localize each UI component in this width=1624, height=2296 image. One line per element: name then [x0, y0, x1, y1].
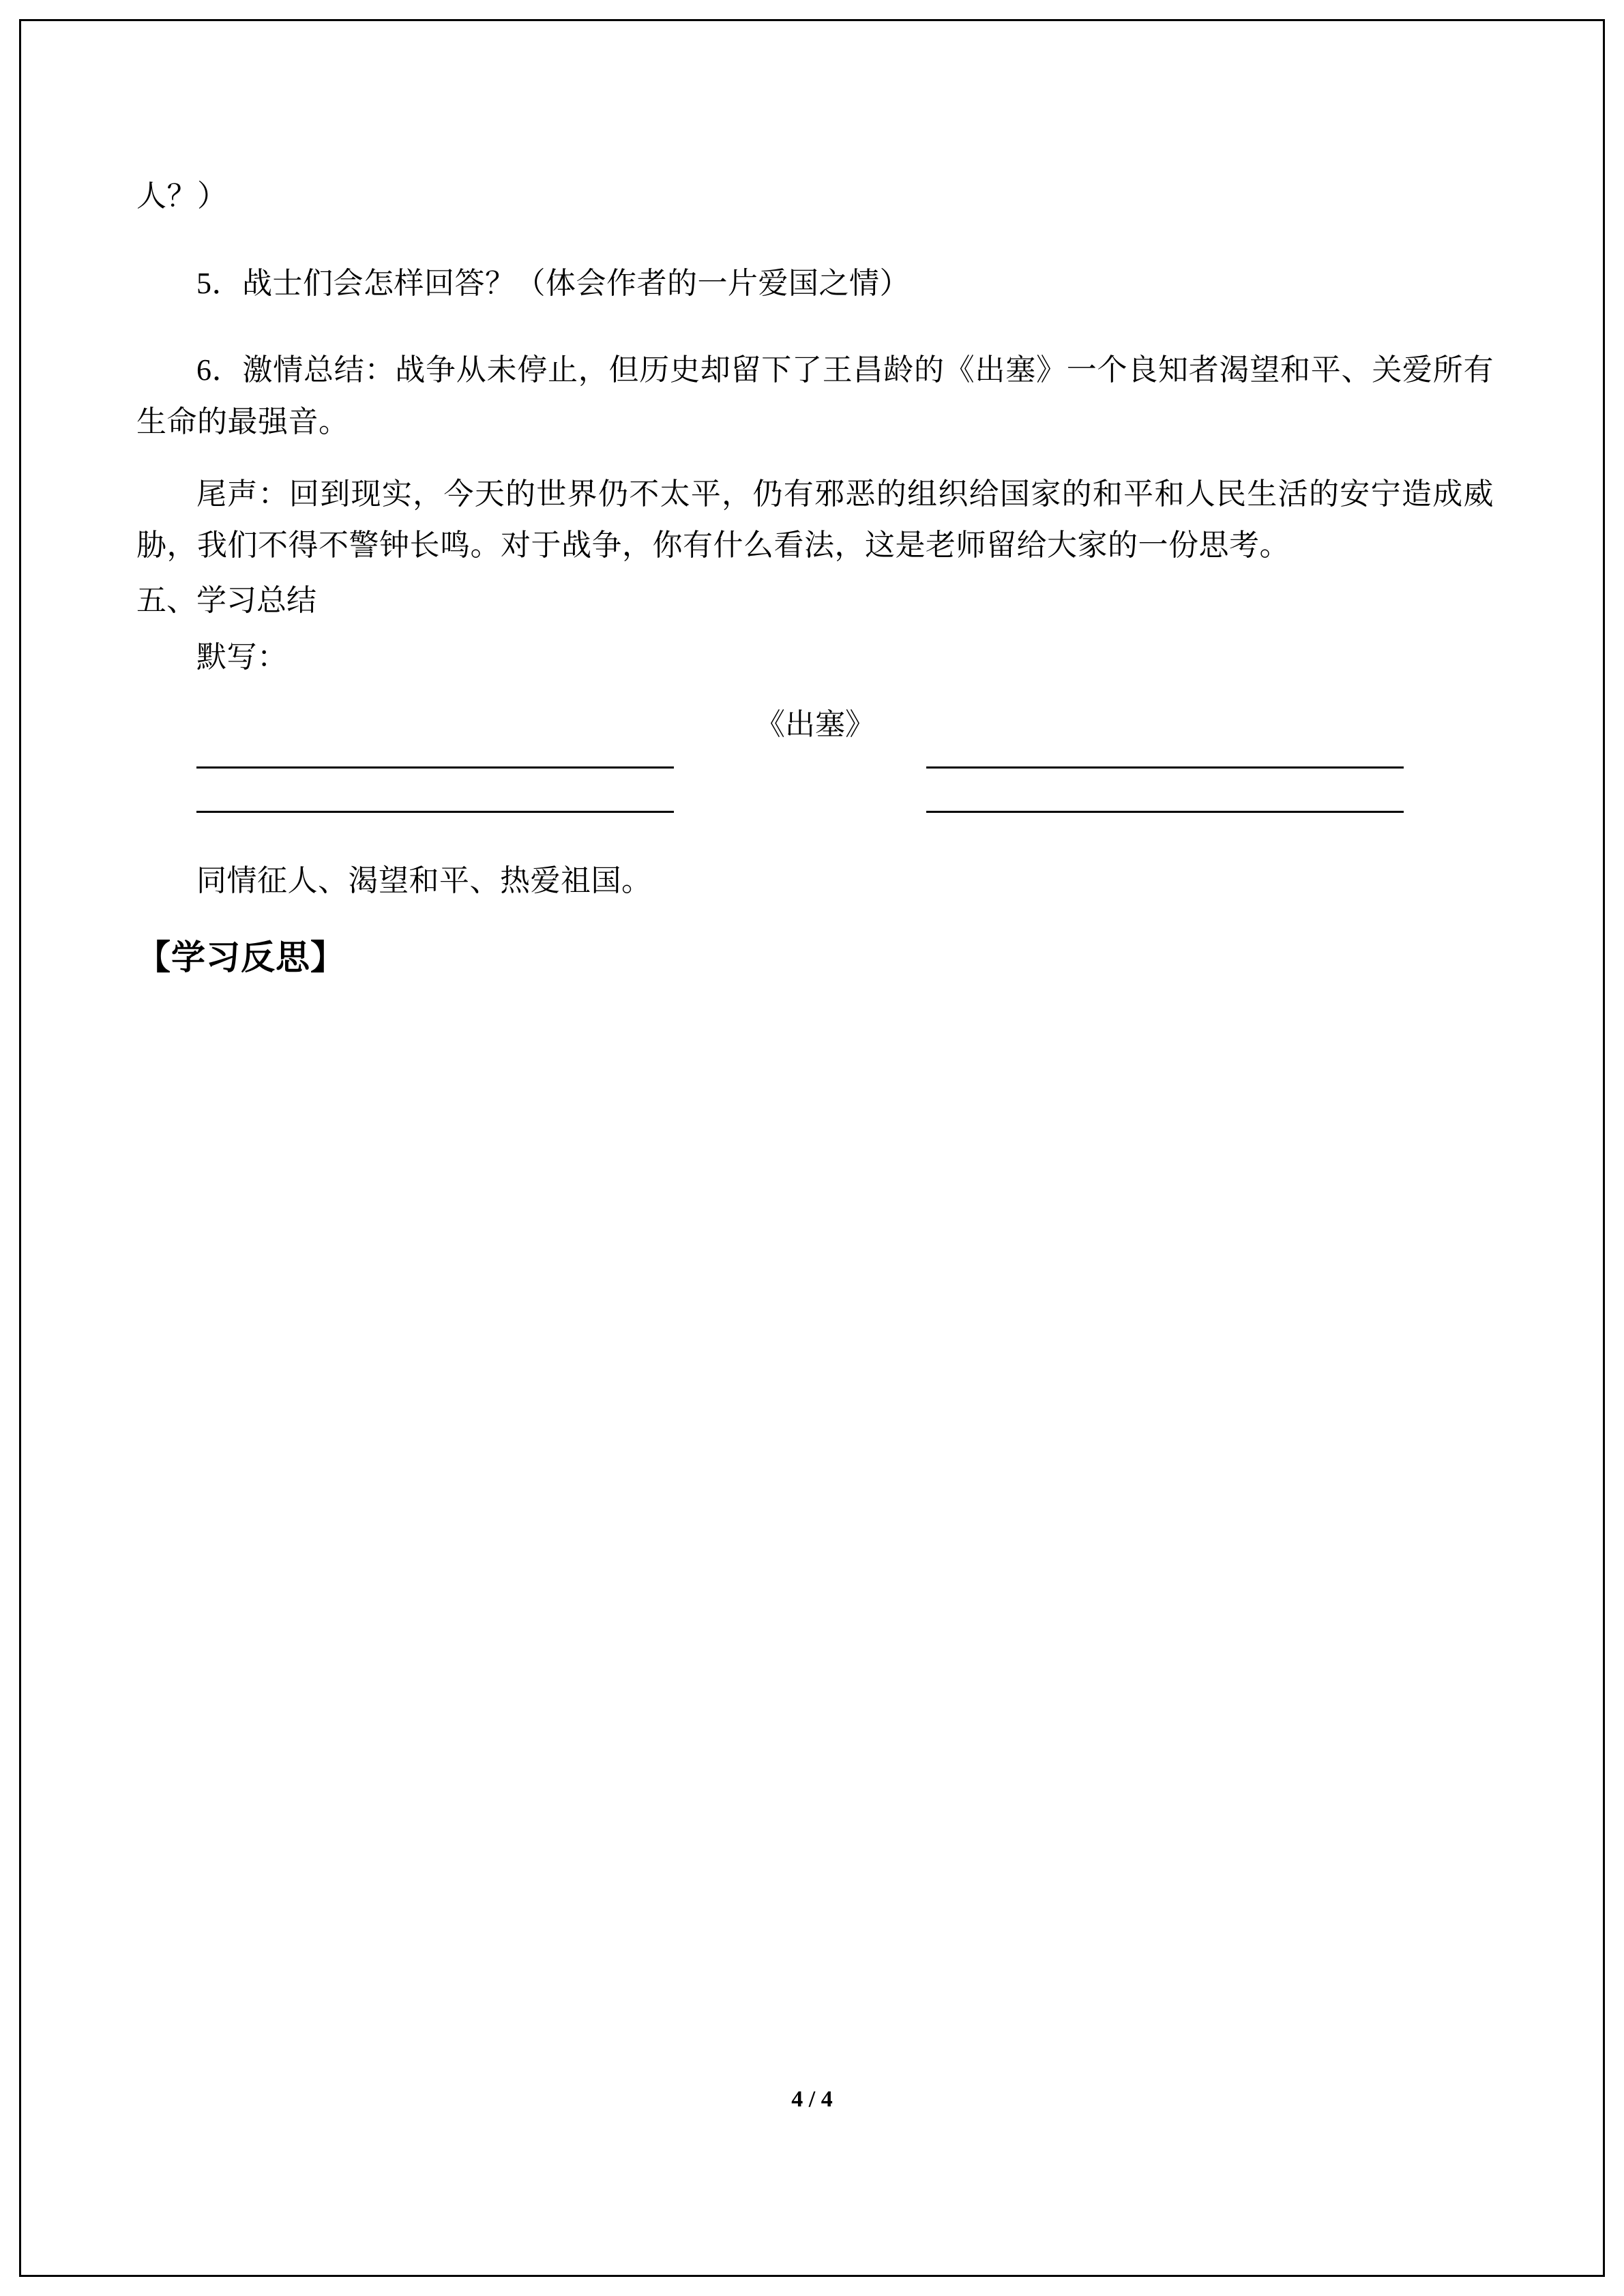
page-number: 4 / 4	[791, 2087, 833, 2112]
page-content	[136, 170, 1494, 985]
epilogue-paragraph: 尾声：回到现实，今天的世界仍不太平，仍有邪恶的组织给国家的和平和人民生活的安宁造成威胁，我们不得不警钟长鸣。对于战争，你有什么看法，这是老师留给大家的一份思考。	[136, 477, 1494, 563]
blank-line-row-1	[136, 766, 1494, 769]
answer-blank-lines	[136, 766, 1494, 813]
blank-line-left-1	[196, 766, 674, 769]
dictation-label: 默写：	[196, 640, 288, 674]
blank-line-right-2	[926, 811, 1404, 813]
blank-line-row-2	[136, 811, 1494, 813]
question-item-5: 5．战士们会怎样回答？（体会作者的一片爱国之情）	[196, 266, 910, 300]
reflection-heading: 【学习反思】	[136, 938, 345, 977]
question-item-6: 6．激情总结：战争从未停止，但历史却留下了王昌龄的《出塞》一个良知者渴望和平、关爱所有生命的最强音。	[136, 353, 1494, 439]
blank-line-right-1	[926, 766, 1404, 769]
answer-text: 同情征人、渴望和平、热爱祖国。	[196, 864, 652, 898]
poem-title: 《出塞》	[755, 708, 875, 742]
blank-line-left-2	[196, 811, 674, 813]
section-heading-five: 五、学习总结	[136, 584, 316, 618]
continuation-line: 人？）	[136, 179, 228, 213]
